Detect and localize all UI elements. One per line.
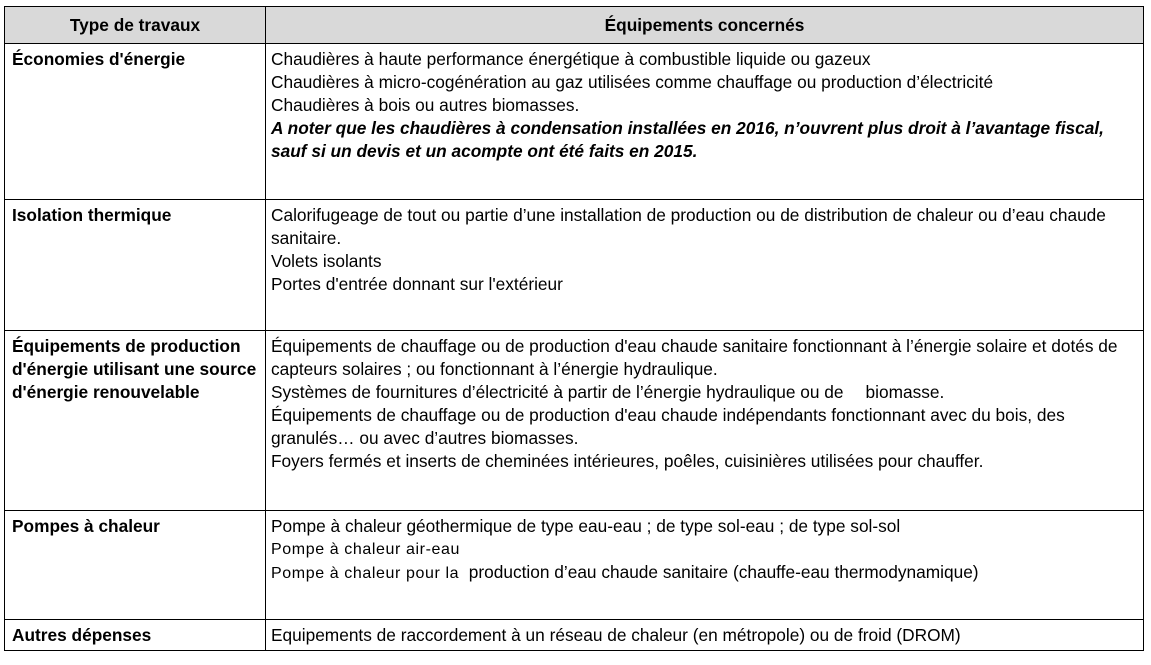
equipment-text: biomasse. [865,382,945,402]
equipment-line: Pompe à chaleur géothermique de type eau-eau ; de type sol-eau ; de type sol-sol [271,516,901,536]
table-row [5,511,1144,620]
equipment-line: Portes d'entrée donnant sur l'extérieur [271,274,563,294]
table-row [5,620,1144,651]
equipment-line [271,561,1137,585]
row-equipment-cell [266,44,1144,200]
equipment-line: Volets isolants [271,251,382,271]
row-type-cell: Autres dépenses [5,620,266,651]
equipment-text: production d’eau chaude sanitaire (chauffe-eau thermodynamique) [468,562,979,582]
row-type-cell: Économies d'énergie [5,44,266,200]
equipment-line: Équipements de chauffage ou de production d'eau chaude indépendants fonctionnant avec du bois, des granulés… ou avec d’autres biomasses. [271,405,1065,448]
condensation-note: A noter que les chaudières à condensation installées en 2016, n’ouvrent plus droit à l’avantage fiscal, sauf si un devis et un acompte ont été faits en 2015. [271,118,1104,161]
equipment-line: Pompe à chaleur air-eau [271,541,461,558]
travaux-table [4,6,1144,651]
table-row [5,331,1144,511]
equipment-text: Systèmes de fournitures d’électricité à partir de l’énergie hydraulique ou de [271,382,844,402]
equipment-line: Chaudières à bois ou autres biomasses. [271,95,580,115]
row-equipment-cell [266,511,1144,620]
equipment-line: Chaudières à haute performance énergétique à combustible liquide ou gazeux [271,49,871,69]
equipment-line: Equipements de raccordement à un réseau de chaleur (en métropole) ou de froid (DROM) [271,625,961,645]
header-equipements: Équipements concernés [266,7,1144,44]
row-equipment-cell [266,620,1144,651]
equipment-line: Équipements de chauffage ou de production d'eau chaude sanitaire fonctionnant à l’énergie solaire et dotés de capteurs solaires ; ou fonctionnant à l’énergie hydraulique. [271,336,1118,379]
table-row [5,200,1144,331]
equipment-line: Calorifugeage de tout ou partie d’une installation de production ou de distribution de chaleur ou d’eau chaude sanitaire. [271,205,1106,248]
equipment-text: Pompe à chaleur pour la [271,565,460,582]
equipment-line [271,381,1137,404]
row-type-cell: Équipements de production d'énergie utilisant une source d'énergie renouvelable [5,331,266,511]
equipment-line: Chaudières à micro-cogénération au gaz utilisées comme chauffage ou production d’électricité [271,72,994,92]
row-equipment-cell [266,331,1144,511]
header-row [5,7,1144,44]
table-row [5,44,1144,200]
row-type-cell: Isolation thermique [5,200,266,331]
row-equipment-cell [266,200,1144,331]
header-type: Type de travaux [5,7,266,44]
equipment-line: Foyers fermés et inserts de cheminées intérieures, poêles, cuisinières utilisées pour chauffer. [271,451,984,471]
row-type-cell: Pompes à chaleur [5,511,266,620]
